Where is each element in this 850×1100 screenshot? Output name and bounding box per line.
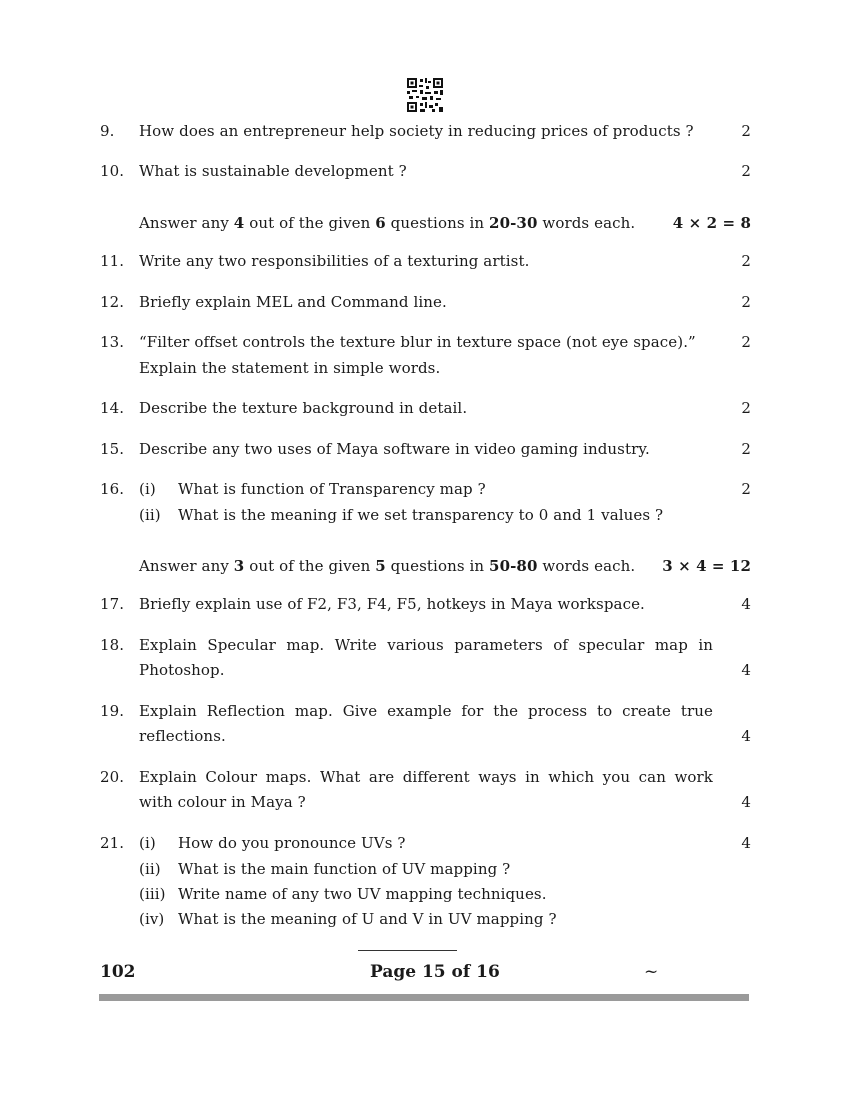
footer-bar: [99, 994, 749, 1001]
question-text-continued: Explain the statement in simple words.: [139, 359, 441, 377]
question-text-continued: Photoshop.: [139, 661, 225, 679]
question-marks: 2: [741, 333, 751, 351]
question-number: 12.: [100, 293, 125, 311]
question-text: “Filter offset controls the texture blur in texture space (not eye space).”: [139, 333, 696, 351]
sub-question-label: (i): [139, 480, 156, 498]
question-marks: 2: [741, 293, 751, 311]
sub-question-text: How do you pronounce UVs ?: [178, 834, 406, 852]
question-number: 20.: [100, 768, 125, 786]
sub-question-label: (iii): [139, 885, 166, 903]
footer-tilde: ~: [644, 962, 659, 982]
question-text: Describe any two uses of Maya software in video gaming industry.: [139, 440, 650, 458]
question-marks: 4: [741, 793, 751, 811]
section-marks: 3 × 4 = 12: [662, 557, 751, 575]
question-marks: 4: [741, 727, 751, 745]
question-text: Briefly explain use of F2, F3, F4, F5, hotkeys in Maya workspace.: [139, 595, 645, 613]
question-number: 14.: [100, 399, 125, 417]
question-text: What is sustainable development ?: [139, 162, 407, 180]
question-number: 11.: [100, 252, 125, 270]
section-instruction: Answer any 4 out of the given 6 questions in 20-30 words each.: [139, 214, 636, 232]
question-number: 17.: [100, 595, 125, 613]
sub-question-label: (i): [139, 834, 156, 852]
sub-question-text: What is the meaning if we set transparency to 0 and 1 values ?: [178, 506, 664, 524]
question-number: 10.: [100, 162, 125, 180]
sub-question-label: (ii): [139, 506, 161, 524]
question-marks: 2: [741, 252, 751, 270]
question-text: Describe the texture background in detail.: [139, 399, 468, 417]
question-marks: 2: [741, 162, 751, 180]
sub-question-text: What is the meaning of U and V in UV mapping ?: [178, 910, 557, 928]
question-marks: 2: [741, 122, 751, 140]
question-number: 15.: [100, 440, 125, 458]
section-instruction: Answer any 3 out of the given 5 questions in 50-80 words each.: [139, 557, 636, 575]
sub-question-text: What is function of Transparency map ?: [178, 480, 486, 498]
page-number: Page 15 of 16: [370, 962, 500, 982]
sub-question-label: (ii): [139, 860, 161, 878]
question-marks: 2: [741, 399, 751, 417]
question-number: 19.: [100, 702, 125, 720]
question-marks: 4: [741, 834, 751, 852]
sub-question-text: What is the main function of UV mapping ?: [178, 860, 511, 878]
question-text-continued: reflections.: [139, 727, 226, 745]
footer-divider: [358, 950, 457, 951]
question-text: Briefly explain MEL and Command line.: [139, 293, 447, 311]
question-text: Write any two responsibilities of a texturing artist.: [139, 252, 530, 270]
question-text: Explain Colour maps. What are different ways in which you can work: [139, 768, 713, 786]
question-text: How does an entrepreneur help society in reducing prices of products ?: [139, 122, 694, 140]
question-text: Explain Specular map. Write various parameters of specular map in: [139, 636, 713, 654]
question-marks: 2: [741, 440, 751, 458]
question-marks: 2: [741, 480, 751, 498]
question-number: 18.: [100, 636, 125, 654]
question-number: 9.: [100, 122, 115, 140]
question-number: 16.: [100, 480, 125, 498]
qr-code-icon: [407, 78, 443, 112]
question-text-continued: with colour in Maya ?: [139, 793, 306, 811]
question-marks: 4: [741, 661, 751, 679]
paper-code: 102: [100, 962, 136, 982]
question-number: 13.: [100, 333, 125, 351]
section-marks: 4 × 2 = 8: [672, 214, 751, 232]
question-marks: 4: [741, 595, 751, 613]
question-number: 21.: [100, 834, 125, 852]
sub-question-text: Write name of any two UV mapping techniques.: [178, 885, 547, 903]
question-text: Explain Reflection map. Give example for the process to create true: [139, 702, 713, 720]
sub-question-label: (iv): [139, 910, 165, 928]
